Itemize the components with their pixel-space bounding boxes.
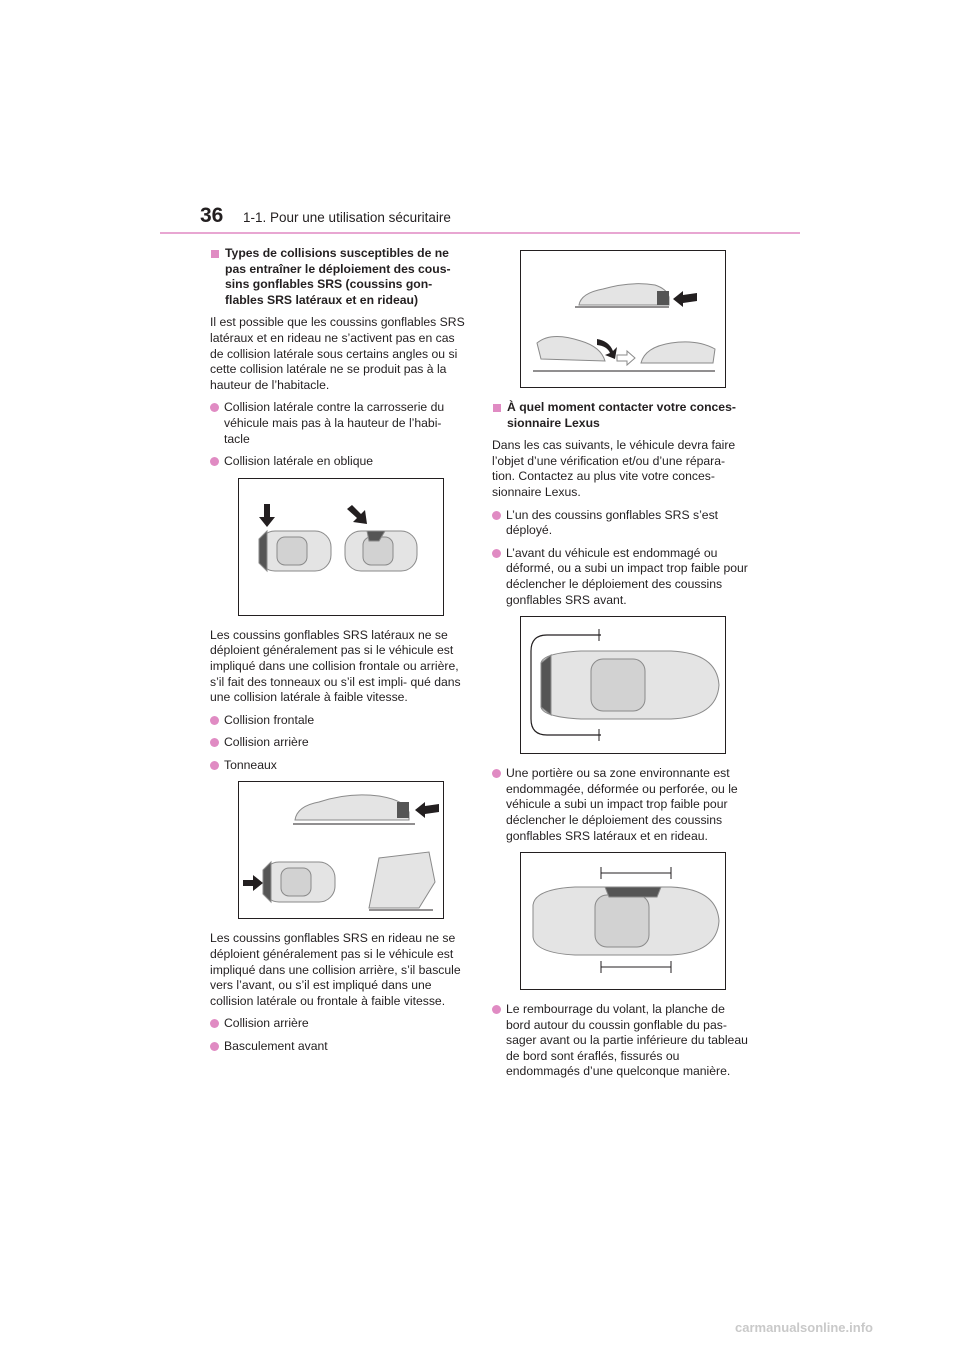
car-illustration-left	[259, 531, 331, 571]
figure-oblique-collision	[238, 478, 444, 616]
left-intro: Il est possible que les coussins gonflables SRS latéraux et en rideau ne s’activent pas en cas de collision latérale sous certains angles ou si cette collision latérale ne se produit pas à la hauteur de l’habitacle.	[210, 315, 465, 392]
left-bullet-2: Collision latérale en oblique	[210, 454, 468, 470]
figure-rear-and-forward-tilt	[520, 250, 726, 388]
left-bullet-6: Collision arrière	[210, 1016, 468, 1032]
outline-arrow-icon	[617, 351, 635, 365]
arrow-diagonal-icon	[347, 505, 367, 524]
bullet-dot	[210, 738, 219, 747]
bullet-dot	[210, 403, 219, 412]
bullet-dot	[492, 769, 501, 778]
figure-front-damage-zone	[520, 616, 726, 754]
right-bullet-1: L’un des coussins gonflables SRS s’est déployé.	[492, 508, 750, 539]
figure-door-damage-zone	[520, 852, 726, 990]
car-side-illustration	[295, 795, 409, 820]
bullet-dot	[210, 1042, 219, 1051]
left-para-2: Les coussins gonflables SRS latéraux ne se déploient généralement pas si le véhicule est impliqué dans une collision frontale ou arrière, s’il fait des tonneaux ou s’il est impli- qué dans une collision latérale à faible vitesse.	[210, 627, 461, 705]
bullet-dot	[492, 549, 501, 558]
arrow-right-icon	[243, 875, 263, 891]
section-title: 1-1. Pour une utilisation sécuritaire	[243, 210, 451, 225]
left-para-3: Les coussins gonflables SRS en rideau ne se déploient généralement pas si le véhicule est impliqué dans une collision arrière, s’il bascule vers l’avant, ou s’il est impliqué dans une collision latérale ou frontale à faible vitesse.	[210, 931, 461, 1008]
left-bullet-4: Collision arrière	[210, 735, 468, 751]
page-number: 36	[200, 204, 224, 227]
bullet-dot	[492, 511, 501, 520]
right-bullet-2: L’avant du véhicule est endommagé ou déformé, ou a subi un impact trop faible pour déclencher le déploiement des coussins gonflables SRS avant.	[492, 546, 750, 608]
car-rollover-illustration	[369, 852, 435, 910]
bullet-dot	[492, 1005, 501, 1014]
left-bullet-1: Collision latérale contre la carrosserie du véhicule mais pas à la hauteur de l’habi- tacle	[210, 400, 468, 447]
right-bullet-4: Le rembourrage du volant, la planche de bord autour du coussin gonflable du pas- sager avant ou la partie inférieure du tableau de bord sont éraflés, fissurés ou endommagés d’une quelconque manière.	[492, 1002, 750, 1080]
arrow-left-icon	[415, 802, 439, 818]
left-section-heading: Types de collisions susceptibles de ne pas entraîner le déploiement des cous- sins gonflables SRS (coussins gon- flables SRS latéraux et en rideau)	[210, 246, 468, 308]
car-flipped-illustration	[641, 342, 715, 363]
right-column	[492, 250, 750, 1087]
car-tilted-illustration	[537, 336, 605, 361]
right-bullet-3: Une portière ou sa zone environnante est endommagée, déformée ou perforée, ou le véhicule a subi un impact trop faible pour déclencher le déploiement des coussins gonflables SRS latéraux et en rideau.	[492, 766, 750, 844]
left-bullet-5: Tonneaux	[210, 758, 468, 774]
bullet-dot	[210, 761, 219, 770]
watermark: carmanualsonline.info	[735, 1320, 873, 1335]
left-bullet-7: Basculement avant	[210, 1039, 468, 1055]
arrow-left-icon	[673, 291, 697, 307]
header-rule	[160, 232, 800, 234]
figure-front-rear-rollover	[238, 781, 444, 919]
left-bullet-3: Collision frontale	[210, 713, 468, 729]
arrow-down-icon	[259, 504, 275, 527]
bullet-dot	[210, 457, 219, 466]
car-top-illustration	[533, 887, 719, 955]
right-intro: Dans les cas suivants, le véhicule devra faire l’objet d’une vérification et/ou d’une répara- tion. Contactez au plus vite votre conces- sionnaire Lexus.	[492, 438, 736, 499]
car-side-illustration	[579, 284, 669, 305]
bullet-dot	[210, 1019, 219, 1028]
left-column	[210, 246, 468, 1062]
car-top-illustration	[263, 862, 335, 902]
car-illustration-right	[345, 531, 417, 571]
bullet-dot	[210, 716, 219, 725]
right-section-heading: À quel moment contacter votre conces- sionnaire Lexus	[492, 400, 750, 431]
car-top-illustration	[541, 651, 719, 719]
